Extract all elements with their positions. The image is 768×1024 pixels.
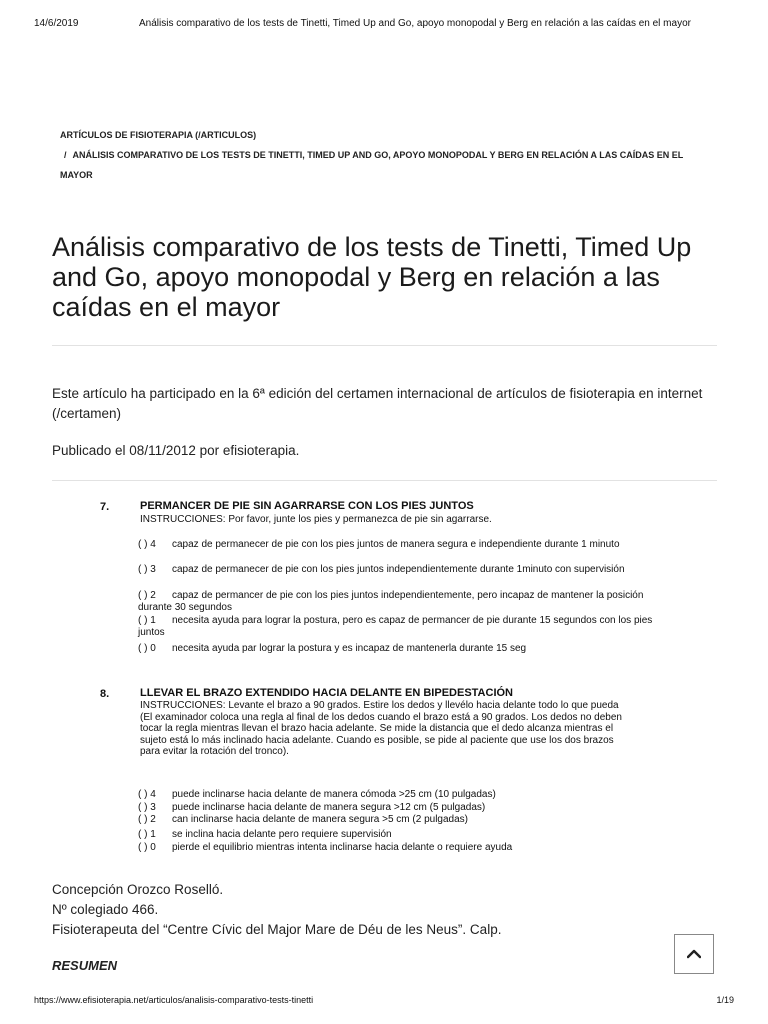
item-heading: LLEVAR EL BRAZO EXTENDIDO HACIA DELANTE EN BIPEDESTACIÓN: [140, 687, 514, 699]
option-item: [138, 842, 658, 854]
option-item: [138, 814, 658, 826]
option-code: ( ) 4: [138, 539, 156, 550]
print-url: https://www.efisioterapia.net/articulos/analisis-comparativo-tests-tinetti: [34, 995, 314, 1005]
option-text: capaz de permanecer de pie con los pies juntos independientemente durante 1minuto con supervisión: [172, 564, 625, 575]
option-text: can inclinarse hacia delante de manera segura >5 cm (2 pulgadas): [172, 814, 469, 825]
page-title: Análisis comparativo de los tests de Tinetti, Timed Up and Go, apoyo monopodal y Berg en relación a las caídas en el mayor: [52, 232, 692, 322]
breadcrumb-parent-link[interactable]: ARTÍCULOS DE FISIOTERAPIA (/ARTICULOS): [60, 130, 257, 140]
breadcrumb: [60, 125, 710, 185]
item-instructions: INSTRUCCIONES: Por favor, junte los pies y permanezca de pie sin agarrarse.: [140, 514, 492, 525]
item-number: 7.: [100, 501, 110, 513]
option-text: pierde el equilibrio mientras intenta inclinarse hacia delante o requiere ayuda: [172, 842, 513, 853]
option-code: ( ) 0: [138, 842, 156, 853]
option-code: ( ) 4: [138, 789, 156, 800]
option-code: ( ) 0: [138, 643, 156, 654]
option-code: ( ) 1: [138, 615, 156, 626]
option-code: ( ) 2: [138, 814, 156, 825]
page-counter: 1/19: [716, 995, 734, 1005]
divider: [52, 345, 717, 346]
divider: [52, 480, 717, 481]
option-code: ( ) 2: [138, 590, 156, 601]
option-text: capaz de permancer de pie con los pies juntos independientemente, pero incapaz de mantener la posición durante 30 segundos: [138, 590, 644, 613]
scroll-to-top-button[interactable]: [674, 934, 714, 974]
option-code: ( ) 1: [138, 829, 156, 840]
option-item: [138, 802, 658, 814]
certamen-intro: Este artículo ha participado en la 6ª edición del certamen internacional de artículos de fisioterapia en internet (/certamen): [52, 386, 703, 421]
option-item: [138, 615, 658, 638]
author-license: Nº colegiado 466.: [52, 902, 159, 917]
option-item: [138, 539, 658, 551]
option-item: [138, 829, 658, 841]
item-instructions: INSTRUCCIONES: Levante el brazo a 90 grados. Estire los dedos y llevélo hacia delante todo lo que pueda (El examinador coloca una regla al final de los dedos cuando el brazo está a 90 grados. Los dedos no deben tocar la regla mientras llevan el brazo hacia adelante. Se mide la distancia que el dedo alcanza mientras el sujeto está lo más inclinado hacia adelante. Cuando es posible, se pide al paciente que use los dos brazos para evitar la rotación del tronco).: [140, 700, 622, 757]
option-item: [138, 590, 658, 613]
publish-info: Publicado el 08/11/2012 por efisioterapia.: [52, 443, 300, 458]
breadcrumb-separator: /: [64, 150, 67, 160]
print-header: [34, 14, 734, 30]
author-affiliation: Fisioterapeuta del “Centre Cívic del Major Mare de Déu de les Neus”. Calp.: [52, 922, 502, 937]
option-item: [138, 643, 668, 655]
option-code: ( ) 3: [138, 564, 156, 575]
option-text: necesita ayuda par lograr la postura y es incapaz de mantenerla durante 15 seg: [172, 643, 527, 654]
chevron-up-icon: [687, 949, 701, 959]
item-heading: PERMANCER DE PIE SIN AGARRARSE CON LOS PIES JUNTOS: [140, 500, 474, 512]
option-text: puede inclinarse hacia delante de manera cómoda >25 cm (10 pulgadas): [172, 789, 496, 800]
option-text: puede inclinarse hacia delante de manera segura >12 cm (5 pulgadas): [172, 802, 486, 813]
option-text: se inclina hacia delante pero requiere supervisión: [172, 829, 392, 840]
option-item: [138, 789, 658, 801]
item-number: 8.: [100, 688, 110, 700]
print-doc-title: Análisis comparativo de los tests de Tinetti, Timed Up and Go, apoyo monopodal y Berg en relación a las caídas en el mayor: [139, 18, 691, 29]
option-code: ( ) 3: [138, 802, 156, 813]
option-item: [138, 564, 658, 576]
author-name: Concepción Orozco Roselló.: [52, 882, 224, 897]
option-text: capaz de permanecer de pie con los pies juntos de manera segura e independiente durante 1 minuto: [172, 539, 620, 550]
scanned-test-image: [52, 492, 662, 862]
author-block: [52, 880, 652, 940]
breadcrumb-current: ANÁLISIS COMPARATIVO DE LOS TESTS DE TINETTI, TIMED UP AND GO, APOYO MONOPODAL Y BERG EN RELACIÓN A LAS CAÍDAS EN EL MAYOR: [60, 150, 684, 180]
option-text: necesita ayuda para lograr la postura, pero es capaz de permancer de pie durante 15 segundos con los pies juntos: [138, 615, 653, 638]
section-heading-resumen: RESUMEN: [52, 958, 118, 973]
print-date: 14/6/2019: [34, 18, 79, 29]
